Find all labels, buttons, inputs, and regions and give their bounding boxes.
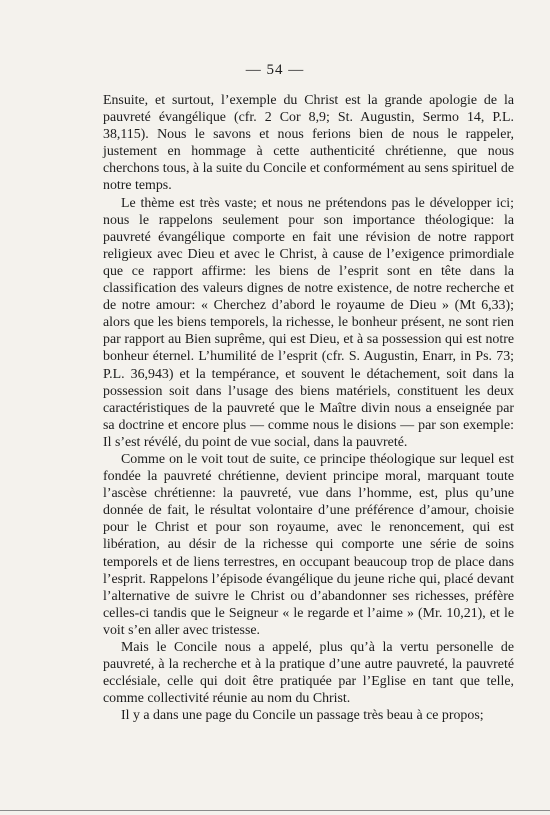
bottom-rule: [0, 810, 550, 811]
paragraph-1: Ensuite, et surtout, l’exemple du Christ est la grande apologie de la pauvreté évangélique (cfr. 2 Cor 8,9; St. Augustin, Sermo 14, P.L. 38,115). Nous le savons et nous ferions bien de nous le rappeler, justement en hommage à cette authenticité chrétienne, que nous cherchons tous, à la suite du Concile et conformément au sens spirituel de notre temps.: [103, 93, 514, 194]
paragraph-3: Comme on le voit tout de suite, ce principe théologique sur lequel est fondée la pauvreté chrétienne, devient principe moral, marquant toute l’ascèse chrétienne: la pauvreté, vue dans l’homme, est, plus qu’une donnée de fait, le résultat volontaire d’une préférence d’amour, choisie pour le Christ et pour son royaume, avec le renoncement, qui est libération, au désir de la richesse qui comporte une série de soins temporels et de liens terrestres, en occupant beaucoup trop de place dans l’esprit. Rappelons l’épisode évangélique du jeune riche qui, placé devant l’alternative de suivre le Christ ou d’abandonner ses richesses, préfère celles-ci tandis que le Seigneur « le regarde et l’aime » (Mr. 10,21), et le voit s’en aller avec tristesse.: [103, 451, 514, 638]
body-text: [103, 92, 514, 724]
paragraph-5: Il y a dans une page du Concile un passage très beau à ce propos;: [121, 708, 484, 724]
page-number: — 54 —: [245, 62, 305, 78]
paragraph-2: Le thème est très vaste; et nous ne prétendons pas le développer ici; nous le rappelons seulement pour son importance théologique: la pauvreté évangélique comporte en fait une révision de notre rapport religieux avec Dieu et avec le Christ, à cause de l’exigence primordiale que ce rapport affirme: les biens de l’esprit sont en tête dans la classification des valeurs dignes de notre existence, de notre recherche et de notre amour: « Cherchez d’abord le royaume de Dieu » (Mt 6,33); alors que les biens temporels, la richesse, le bonheur présent, ne sont rien par rapport au Bien suprême, qui est Dieu, et à sa possession qui est notre bonheur éternel. L’humilité de l’esprit (cfr. S. Augustin, Enarr, in Ps. 73; P.L. 36,943) et la tempérance, et souvent le détachement, soit dans la possession soit dans l’usage des biens matériels, constituent les deux caractéristiques de la pauvreté que le Maître divin nous a enseignée par sa doctrine et encore plus — comme nous le disions — par son exemple: Il s’est révélé, du point de vue social, dans la pauvreté.: [103, 195, 514, 450]
paragraph-4: Mais le Concile nous a appelé, plus qu’à la vertu personelle de pauvreté, à la recherche et à la pratique d’une autre pauvreté, la pauvreté ecclésiale, celle qui doit être pratiquée par l’Eglise en tant que telle, comme collectivité réunie au nom du Christ.: [103, 640, 514, 707]
